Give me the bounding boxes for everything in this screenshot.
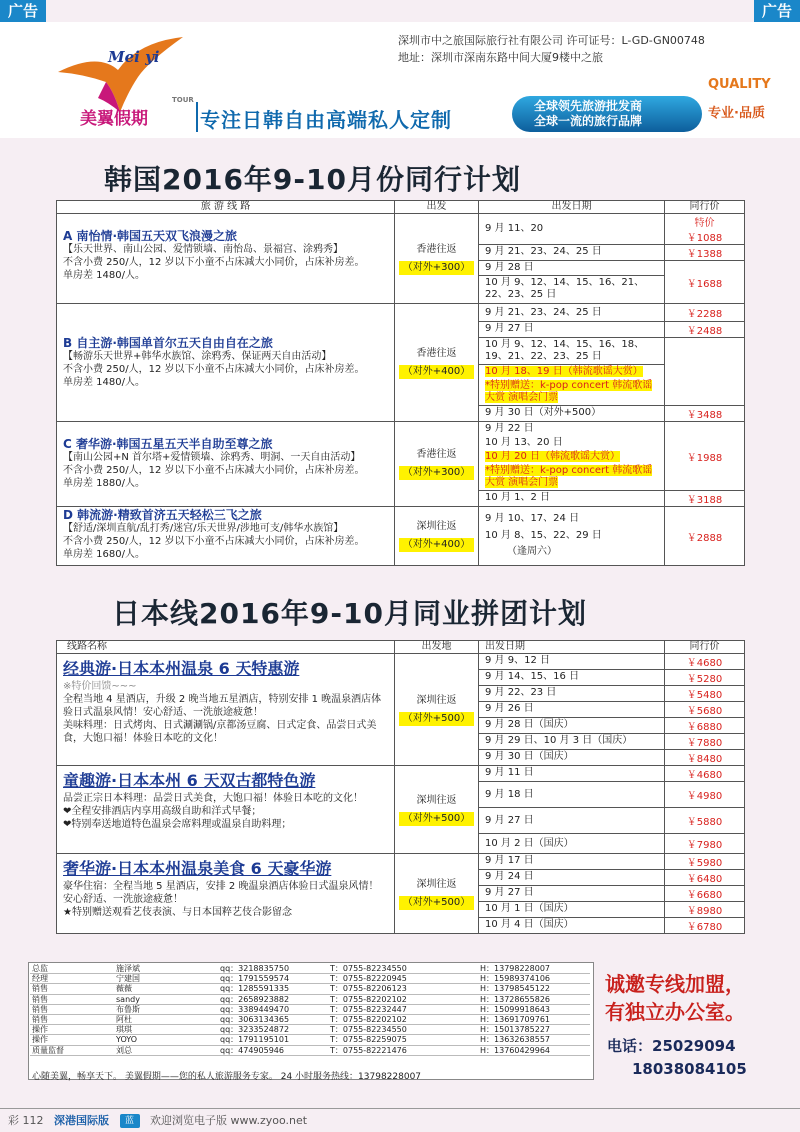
contact-qq: qq：2658923882 bbox=[218, 994, 328, 1004]
contact-row bbox=[30, 974, 590, 984]
route-c-date-2: 10 月 13、20 日 bbox=[479, 436, 665, 450]
japan-route-3-info bbox=[57, 854, 395, 934]
japan-route-1-line-1: ※特价回馈~~~ bbox=[63, 681, 137, 692]
route-d-date-1: 9 月 10、17、24 日 bbox=[479, 507, 665, 530]
footer-tagline[interactable]: 欢迎浏览电子版 www.zyoo.net bbox=[150, 1114, 308, 1127]
route-b-info bbox=[57, 304, 395, 422]
japan-route-2-depart-city: 深圳往返 bbox=[416, 794, 457, 806]
japan-route-2-title: 童趣游·日本本州 6 天双古都特色游 bbox=[63, 771, 316, 790]
route-c-detail: 【南山公园+N 首尔塔+爱情锁墙、涂鸦秀、明洞、一天自由活动】 bbox=[63, 452, 361, 463]
quality-sub: 专业·品质 bbox=[708, 106, 765, 121]
japan-route-1-depart-city: 深圳往返 bbox=[416, 694, 457, 706]
japan-route-1-row bbox=[57, 654, 745, 670]
brand-line-1: 全球领先旅游批发商 bbox=[534, 99, 643, 113]
japan-route-2-info bbox=[57, 766, 395, 854]
promo-line-2: 有独立办公室。 bbox=[605, 1000, 745, 1024]
contact-role: 销售 bbox=[30, 1004, 114, 1014]
japan-col-route: 线路名称 bbox=[57, 641, 395, 654]
japan-route-1-price-2: ￥5280 bbox=[665, 670, 745, 686]
japan-route-2-depart bbox=[395, 766, 479, 854]
route-b-depart-city: 香港往返 bbox=[416, 347, 457, 359]
route-a-price-1-value: ￥1088 bbox=[686, 233, 723, 244]
japan-route-3-date-4: 10 月 1 日（国庆） bbox=[479, 902, 665, 918]
contact-qq: qq：474905946 bbox=[218, 1045, 328, 1055]
contact-tel: T：0755-82202102 bbox=[328, 1015, 478, 1025]
japan-route-1-date-2: 9 月 14、15、16 日 bbox=[479, 670, 665, 686]
route-c-depart-city: 香港往返 bbox=[416, 449, 457, 460]
route-b-date-1: 9 月 21、23、24、25 日 bbox=[479, 304, 665, 322]
japan-col-price: 同行价 bbox=[665, 641, 745, 654]
route-b-date-2: 9 月 27 日 bbox=[479, 322, 665, 338]
contact-row bbox=[30, 1035, 590, 1045]
japan-route-3-line-1: 豪华住宿：全程当地 5 星酒店，安排 2 晚温泉酒店体验日式温泉风情！安心舒适、一洗旅途疲惫！ bbox=[63, 881, 379, 905]
contact-row bbox=[30, 1045, 590, 1055]
promo-line-1: 诚邀专线加盟， bbox=[605, 972, 745, 996]
japan-route-1-date-7: 9 月 30 日（国庆） bbox=[479, 750, 665, 766]
japan-route-3-depart-city: 深圳往返 bbox=[416, 878, 457, 890]
contact-name: 布鲁斯 bbox=[114, 1004, 218, 1014]
contact-row bbox=[30, 964, 590, 974]
route-a-detail: 【乐天世界、南山公园、爱情锁墙、南怡岛、景福宫、涂鸦秀】 bbox=[63, 244, 343, 255]
contact-mobile: H：13728655826 bbox=[478, 994, 590, 1004]
footer bbox=[8, 1112, 307, 1128]
japan-route-2-row bbox=[57, 766, 745, 782]
logo-script-text: Mei yi bbox=[108, 48, 160, 66]
route-a-price-3: ￥1688 bbox=[665, 261, 745, 304]
contact-row bbox=[30, 994, 590, 1004]
contact-mobile: H：13691709761 bbox=[478, 1015, 590, 1025]
promo bbox=[605, 970, 745, 1026]
japan-route-1-extra: （对外+500） bbox=[399, 712, 474, 726]
korea-route-d-row bbox=[57, 507, 745, 530]
contact-name: 阿杜 bbox=[114, 1015, 218, 1025]
japan-col-date: 出发日期 bbox=[479, 641, 665, 654]
route-b-gift: *特别赠送：k-pop concert 韩流歌谣大赏 演唱会门票 bbox=[485, 380, 653, 403]
japan-route-1-price-4: ￥5680 bbox=[665, 702, 745, 718]
route-d-note1: 不含小费 250/人，12 岁以下小童不占床减大小同价，占床补房差。 bbox=[63, 536, 365, 547]
route-a-depart-city: 香港往返 bbox=[416, 243, 457, 255]
contact-role: 销售 bbox=[30, 1015, 114, 1025]
contact-role: 质量监督 bbox=[30, 1045, 114, 1055]
japan-route-3-depart bbox=[395, 854, 479, 934]
route-a-date-3: 9 月 28 日 bbox=[479, 261, 665, 276]
route-d-date-3: （逢周六） bbox=[479, 545, 665, 565]
contact-tel: T：0755-82234550 bbox=[328, 964, 478, 974]
japan-route-1-price-3: ￥5480 bbox=[665, 686, 745, 702]
japan-route-2-line-1: 品尝正宗日本料理：品尝日式美食，大饱口福！体验日本吃的文化！ bbox=[63, 793, 363, 804]
contact-role: 销售 bbox=[30, 994, 114, 1004]
route-b-price-2: ￥2488 bbox=[665, 322, 745, 338]
korea-table bbox=[56, 200, 745, 566]
japan-route-1-line-2: 全程当地 4 星酒店，升级 2 晚当地五星酒店，特别安排 1 晚温泉酒店体验日式温泉风情！安心舒适、一洗旅途疲惫！ bbox=[63, 694, 382, 718]
route-b-date-6: 9 月 30 日（对外+500） bbox=[479, 406, 665, 422]
contact-name: 施泽斌 bbox=[114, 964, 218, 974]
phone-1 bbox=[607, 1035, 736, 1056]
route-b-price-1: ￥2288 bbox=[665, 304, 745, 322]
route-d-title: D 韩流游·精致首济五天轻松三飞之旅 bbox=[63, 508, 262, 522]
route-b-extra: （对外+400） bbox=[399, 365, 474, 379]
japan-route-1-date-4: 9 月 26 日 bbox=[479, 702, 665, 718]
route-c-extra: （对外+300） bbox=[399, 466, 474, 480]
contact-tel: T：0755-82202102 bbox=[328, 994, 478, 1004]
route-c-date-1: 9 月 22 日 bbox=[479, 422, 665, 437]
route-c-title: C 奢华游·韩国五星五天半自助至尊之旅 bbox=[63, 437, 273, 451]
contact-qq: qq：3389449470 bbox=[218, 1004, 328, 1014]
route-b-depart bbox=[395, 304, 479, 422]
korea-col-route: 旅 游 线 路 bbox=[57, 201, 395, 214]
contact-mobile: H：13632638557 bbox=[478, 1035, 590, 1045]
japan-route-2-date-4: 10 月 2 日（国庆） bbox=[479, 834, 665, 854]
route-c-note1: 不含小费 250/人，12 岁以下小童不占床减大小同价，占床补房差。 bbox=[63, 465, 365, 476]
company-name: 深圳市中之旅国际旅行社有限公司 许可证号：L-GD-GN00748 bbox=[398, 34, 705, 47]
route-b-price-3: ￥3488 bbox=[665, 406, 745, 422]
quality-label: QUALITY bbox=[708, 77, 771, 92]
route-a-depart bbox=[395, 214, 479, 304]
slogan: 专注日韩自由高端私人定制 bbox=[200, 108, 452, 132]
japan-route-2-price-4: ￥7980 bbox=[665, 834, 745, 854]
contact-qq: qq：3233524872 bbox=[218, 1025, 328, 1035]
route-a-extra: （对外+300） bbox=[399, 261, 474, 275]
korea-header-row bbox=[57, 201, 745, 214]
route-b-price-empty bbox=[665, 338, 745, 406]
korea-col-price: 同行价 bbox=[665, 201, 745, 214]
contact-tel: T：0755-82259075 bbox=[328, 1035, 478, 1045]
contact-role: 总监 bbox=[30, 964, 114, 974]
japan-route-1-title: 经典游·日本本州温泉 6 天特惠游 bbox=[63, 659, 300, 678]
japan-route-3-line-2: ★特别赠送观看艺伎表演、与日本国粹艺伎合影留念 bbox=[63, 907, 292, 918]
footer-badge-icon: 蓝 bbox=[120, 1114, 140, 1128]
japan-route-2-date-1: 9 月 11 日 bbox=[479, 766, 665, 782]
company-info bbox=[398, 32, 705, 66]
route-b-concert-date: 10 月 18、19 日（韩流歌谣大赏） bbox=[485, 366, 643, 377]
contact-mobile: H：13798545122 bbox=[478, 984, 590, 994]
footer-divider bbox=[0, 1108, 800, 1109]
contact-row bbox=[30, 1015, 590, 1025]
japan-route-1-date-3: 9 月 22、23 日 bbox=[479, 686, 665, 702]
company-address: 地址：深圳市深南东路中间大厦9楼中之旅 bbox=[398, 51, 603, 64]
japan-route-1-date-1: 9 月 9、12 日 bbox=[479, 654, 665, 670]
route-c-depart bbox=[395, 422, 479, 507]
route-a-note1: 不含小费 250/人，12 岁以下小童不占床减大小同价，占床补房差。 bbox=[63, 257, 365, 268]
contact-name: 宁建国 bbox=[114, 974, 218, 984]
route-a-price-1 bbox=[665, 214, 745, 245]
japan-route-3-price-1: ￥5980 bbox=[665, 854, 745, 870]
japan-route-3-title: 奢华游·日本本州温泉美食 6 天豪华游 bbox=[63, 859, 332, 878]
route-a-title: A 南怡情·韩国五天双飞浪漫之旅 bbox=[63, 229, 238, 243]
japan-route-1-info bbox=[57, 654, 395, 766]
contact-tel: T：0755-82232447 bbox=[328, 1004, 478, 1014]
korea-col-depart: 出发 bbox=[395, 201, 479, 214]
contacts-table bbox=[30, 964, 590, 1056]
route-d-info bbox=[57, 507, 395, 566]
route-d-price: ￥2888 bbox=[665, 507, 745, 566]
slogan-divider bbox=[196, 102, 198, 132]
japan-route-3-date-1: 9 月 17 日 bbox=[479, 854, 665, 870]
route-a-info bbox=[57, 214, 395, 304]
route-b-date-5 bbox=[479, 379, 665, 406]
japan-route-1-depart bbox=[395, 654, 479, 766]
contact-name: 薇薇 bbox=[114, 984, 218, 994]
contact-role: 销售 bbox=[30, 984, 114, 994]
route-c-date-4 bbox=[479, 464, 665, 491]
contact-tel: T：0755-82206123 bbox=[328, 984, 478, 994]
japan-route-3-extra: （对外+500） bbox=[399, 896, 474, 910]
brand-line-2: 全球一流的旅行品牌 bbox=[534, 114, 643, 128]
contact-role: 经理 bbox=[30, 974, 114, 984]
route-c-info bbox=[57, 422, 395, 507]
page-number: 彩 112 bbox=[8, 1114, 44, 1127]
contact-qq: qq：3063134365 bbox=[218, 1015, 328, 1025]
contact-mobile: H：15013785227 bbox=[478, 1025, 590, 1035]
japan-route-1-date-5: 9 月 28 日（国庆） bbox=[479, 718, 665, 734]
japan-route-2-date-2: 9 月 18 日 bbox=[479, 782, 665, 808]
japan-route-2-line-3: ❤特别奉送地道特色温泉会席料理或温泉自助料理； bbox=[63, 819, 292, 830]
contact-mobile: H：15099918643 bbox=[478, 1004, 590, 1014]
route-d-date-2: 10 月 8、15、22、29 日 bbox=[479, 529, 665, 545]
japan-route-2-date-3: 9 月 27 日 bbox=[479, 808, 665, 834]
japan-route-2-line-2: ❤全程安排酒店内享用高级自助和洋式早餐； bbox=[63, 806, 262, 817]
route-b-title: B 自主游·韩国单首尔五天自由自在之旅 bbox=[63, 335, 273, 350]
route-c-note2: 单房差 1880/人。 bbox=[63, 478, 145, 489]
contact-tel: T：0755-82220945 bbox=[328, 974, 478, 984]
korea-route-c-row bbox=[57, 422, 745, 437]
phone-number-1: 25029094 bbox=[652, 1037, 736, 1055]
contact-role: 操作 bbox=[30, 1035, 114, 1045]
route-c-price-2: ￥3188 bbox=[665, 491, 745, 507]
ad-label-right: 广告 bbox=[754, 0, 800, 22]
footer-brand: 深港国际版 bbox=[54, 1114, 109, 1127]
japan-route-1-price-5: ￥6880 bbox=[665, 718, 745, 734]
japan-col-depart: 出发地 bbox=[395, 641, 479, 654]
contact-tel: T：0755-82234550 bbox=[328, 1025, 478, 1035]
route-d-note2: 单房差 1680/人。 bbox=[63, 549, 145, 560]
japan-route-3-date-5: 10 月 4 日（国庆） bbox=[479, 918, 665, 934]
route-b-note2: 单房差 1480/人。 bbox=[63, 376, 145, 388]
route-b-detail: 【畅游乐天世界+韩华水族馆、涂鸦秀、保证两天自由活动】 bbox=[63, 350, 332, 362]
route-a-special: 特价 bbox=[694, 218, 715, 229]
japan-route-3-price-5: ￥6780 bbox=[665, 918, 745, 934]
route-c-price-1: ￥1988 bbox=[665, 422, 745, 491]
contact-name: sandy bbox=[114, 994, 218, 1004]
japan-route-1-line-3: 美味料理：日式烤肉、日式涮涮锅/京都汤豆腐、日式定食、品尝日式美食，大饱口福！体验日本吃的文化！ bbox=[63, 720, 377, 744]
japan-route-2-price-1: ￥4680 bbox=[665, 766, 745, 782]
phone-number-2: 18038084105 bbox=[632, 1060, 747, 1078]
ad-label-left: 广告 bbox=[0, 0, 46, 22]
route-c-date-3 bbox=[479, 450, 665, 464]
contact-role: 操作 bbox=[30, 1025, 114, 1035]
japan-route-3-price-2: ￥6480 bbox=[665, 870, 745, 886]
contact-name: 刘总 bbox=[114, 1045, 218, 1055]
japan-route-3-price-4: ￥8980 bbox=[665, 902, 745, 918]
japan-route-1-price-6: ￥7880 bbox=[665, 734, 745, 750]
korea-title: 韩国2016年9-10月份同行计划 bbox=[104, 163, 521, 196]
korea-route-b-row bbox=[57, 304, 745, 322]
japan-route-1-date-6: 9 月 29 日、10 月 3 日（国庆） bbox=[479, 734, 665, 750]
contact-row bbox=[30, 984, 590, 994]
route-d-detail: 【舒适/深圳直航/乱打秀/迷宫/乐天世界/涉地可支/韩华水族馆】 bbox=[63, 523, 344, 534]
japan-route-1-price-7: ￥8480 bbox=[665, 750, 745, 766]
route-d-extra: （对外+400） bbox=[399, 538, 474, 552]
logo-tour: TOUR bbox=[172, 96, 194, 104]
route-b-date-3: 10 月 9、12、14、15、16、18、19、21、22、23、25 日 bbox=[479, 338, 665, 365]
route-d-depart-city: 深圳往返 bbox=[416, 521, 457, 532]
phone-label: 电话： bbox=[607, 1037, 653, 1055]
japan-header-row bbox=[57, 641, 745, 654]
japan-table bbox=[56, 640, 745, 934]
route-b-date-4 bbox=[479, 365, 665, 380]
contact-mobile: H：15989374106 bbox=[478, 974, 590, 984]
contact-tel: T：0755-82221476 bbox=[328, 1045, 478, 1055]
japan-route-1-price-1: ￥4680 bbox=[665, 654, 745, 670]
contact-name: YOYO bbox=[114, 1035, 218, 1045]
japan-route-2-extra: （对外+500） bbox=[399, 812, 474, 826]
japan-route-3-date-2: 9 月 24 日 bbox=[479, 870, 665, 886]
route-d-depart bbox=[395, 507, 479, 566]
route-c-gift: *特别赠送：k-pop concert 韩流歌谣大赏 演唱会门票 bbox=[485, 465, 653, 488]
contact-qq: qq：1285591335 bbox=[218, 984, 328, 994]
header bbox=[0, 22, 800, 138]
route-c-date-5: 10 月 1、2 日 bbox=[479, 491, 665, 507]
contact-mobile: H：13798228007 bbox=[478, 964, 590, 974]
brand-pill bbox=[512, 96, 702, 132]
route-a-price-2: ￥1388 bbox=[665, 245, 745, 261]
contact-row bbox=[30, 1025, 590, 1035]
japan-route-3-date-3: 9 月 27 日 bbox=[479, 886, 665, 902]
japan-route-2-price-2: ￥4980 bbox=[665, 782, 745, 808]
logo-name: 美翼假期 bbox=[80, 109, 148, 129]
contact-mobile: H：13760429964 bbox=[478, 1045, 590, 1055]
japan-route-3-price-3: ￥6680 bbox=[665, 886, 745, 902]
japan-route-2-price-3: ￥5880 bbox=[665, 808, 745, 834]
route-c-concert-date: 10 月 20 日（韩流歌谣大赏） bbox=[485, 451, 620, 462]
korea-route-a-row bbox=[57, 214, 745, 245]
contact-qq: qq：1791195101 bbox=[218, 1035, 328, 1045]
korea-col-date: 出发日期 bbox=[479, 201, 665, 214]
route-b-note1: 不含小费 250/人，12 岁以下小童不占床减大小同价，占床补房差。 bbox=[63, 363, 365, 375]
contact-qq: qq：1791559574 bbox=[218, 974, 328, 984]
route-a-date-2: 9 月 21、23、24、25 日 bbox=[479, 245, 665, 261]
contact-name: 琪琪 bbox=[114, 1025, 218, 1035]
contact-row bbox=[30, 1004, 590, 1014]
route-a-date-1: 9 月 11、20 bbox=[479, 214, 665, 245]
footnote: 心随美翼，畅享天下。 美翼假期——您的私人旅游服务专家。 24 小时服务热线：13798228007 bbox=[32, 1072, 422, 1082]
japan-title: 日本线2016年9-10月同业拼团计划 bbox=[112, 597, 587, 630]
japan-route-3-row bbox=[57, 854, 745, 870]
contact-qq: qq：3218835750 bbox=[218, 964, 328, 974]
route-a-note2: 单房差 1480/人。 bbox=[63, 270, 145, 281]
route-a-date-4: 10 月 9、12、14、15、16、21、22、23、25 日 bbox=[479, 276, 665, 304]
